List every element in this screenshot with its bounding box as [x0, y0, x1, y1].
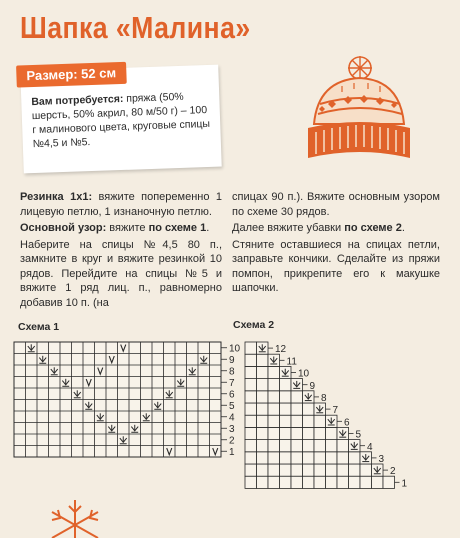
scheme2-row-number: 11 [286, 356, 297, 368]
scheme2-cell [337, 476, 349, 488]
scheme2-cell [291, 391, 303, 403]
scheme2-cell [303, 476, 315, 488]
scheme1-label: Схема 1 [18, 321, 60, 333]
scheme2-cell [314, 476, 326, 488]
scheme2-cell [257, 464, 269, 476]
scheme2-cell [314, 427, 326, 439]
scheme2-cell [280, 427, 292, 439]
scheme2-cell [291, 427, 303, 439]
scheme2-row-number: 1 [401, 478, 408, 490]
materials-body: пряжа (50% шерсть, 50% акрил, 80 м/50 г) – 100 г малинового цвета, круговые спицы №4,5 и №5. [31, 90, 211, 151]
materials-text [31, 89, 213, 151]
scheme2-cell [268, 452, 280, 464]
scheme2-cell [245, 464, 257, 476]
scheme2-cell [360, 476, 372, 488]
scheme2-cell [245, 342, 257, 354]
scheme1-row-number: 6 [229, 389, 235, 401]
scheme2-cell [268, 403, 280, 415]
page-title: Шапка «Малина» [20, 10, 251, 45]
scheme1-row-number: 4 [229, 412, 235, 424]
scheme2-cell [337, 464, 349, 476]
scheme2-label: Схема 2 [233, 319, 275, 331]
scheme1-row-number: 1 [229, 446, 235, 458]
scheme2-cell [383, 476, 395, 488]
scheme2-row-number: 4 [367, 441, 373, 453]
rib-title: Резинка 1х1: [20, 191, 93, 203]
snowflake-icon [40, 498, 110, 538]
decrease-text: Далее вяжите убавки [232, 222, 345, 234]
decrease-end: . [401, 222, 405, 234]
continue-instruction: спицах 90 п.). Вяжите основным узором по схеме 30 рядов. [232, 191, 440, 218]
scheme2-cell [314, 452, 326, 464]
rib-instruction [20, 190, 222, 219]
scheme2-cell [337, 440, 349, 452]
scheme2-cell [268, 464, 280, 476]
scheme2-cell [245, 354, 257, 366]
decrease-scheme-ref: по схеме 2 [344, 222, 402, 234]
scheme1-row-number: 5 [229, 400, 235, 412]
scheme2-cell [303, 427, 315, 439]
scheme2-row-number: 5 [355, 429, 362, 441]
scheme2-cell [280, 464, 292, 476]
scheme2-cell [372, 476, 384, 488]
scheme2-cell [245, 452, 257, 464]
scheme2-row-number: 7 [332, 405, 339, 417]
scheme2-cell [268, 379, 280, 391]
scheme2-cell [257, 452, 269, 464]
scheme2-row-number: 9 [309, 380, 316, 392]
scheme2-cell [303, 464, 315, 476]
scheme2-cell [303, 452, 315, 464]
main-pattern-end: . [206, 222, 210, 234]
scheme1-row-number: 2 [229, 435, 235, 447]
size-label: Размер: 52 см [16, 62, 126, 88]
scheme2-cell [257, 476, 269, 488]
scheme2-cell [280, 415, 292, 427]
scheme2-cell [337, 452, 349, 464]
scheme1-row-number: 9 [229, 354, 235, 366]
scheme2-cell [280, 379, 292, 391]
scheme2-cell [245, 379, 257, 391]
scheme1-row-number: 3 [229, 423, 235, 435]
scheme2-row-number: 12 [275, 344, 287, 356]
instructions-right-column [232, 190, 440, 298]
scheme1-row-number: 10 [229, 343, 241, 355]
scheme2-cell [303, 440, 315, 452]
main-pattern-scheme-ref: по схеме 1 [148, 222, 207, 234]
scheme2-cell [245, 415, 257, 427]
scheme2-cell [326, 464, 338, 476]
scheme2-cell [326, 452, 338, 464]
scheme2-cell [349, 464, 361, 476]
scheme2-cell [291, 476, 303, 488]
scheme2-cell [291, 440, 303, 452]
scheme2-cell [291, 452, 303, 464]
scheme2-cell [268, 440, 280, 452]
scheme2-cell [268, 476, 280, 488]
scheme2-cell [326, 440, 338, 452]
scheme2-cell [360, 464, 372, 476]
scheme2-cell [257, 354, 269, 366]
scheme2-cell [245, 427, 257, 439]
materials-card [20, 65, 221, 174]
scheme2-cell [291, 464, 303, 476]
scheme2-row-number: 8 [321, 393, 327, 404]
scheme2-cell [245, 440, 257, 452]
scheme2-cell [257, 391, 269, 403]
scheme2-cell [245, 476, 257, 488]
instructions-left-column [20, 190, 222, 312]
scheme2-cell [257, 403, 269, 415]
scheme2-cell [268, 415, 280, 427]
scheme2-cell [280, 476, 292, 488]
scheme2-cell [257, 415, 269, 427]
scheme2-cell [314, 464, 326, 476]
scheme2-cell [303, 415, 315, 427]
scheme2-cell [268, 391, 280, 403]
scheme2-cell [280, 403, 292, 415]
materials-heading: Вам потребуется: [31, 92, 124, 109]
finishing-instruction: Стяните оставшиеся на спицах петли, заправьте кончики. Сделайте из пряжи помпон, прикрепите его к макушке шапочки. [232, 238, 440, 294]
scheme2-cell [257, 379, 269, 391]
scheme2-row-number: 2 [390, 466, 396, 478]
scheme2-cell [280, 440, 292, 452]
scheme2-cell [326, 427, 338, 439]
scheme2-cell [245, 366, 257, 378]
scheme2-chart [245, 340, 445, 500]
scheme2-cell [291, 403, 303, 415]
scheme2-cell [245, 403, 257, 415]
scheme1-chart [14, 340, 242, 470]
decrease-instruction [232, 221, 440, 236]
scheme2-row-number: 10 [298, 368, 310, 380]
scheme2-cell [326, 476, 338, 488]
rib-text: вяжите попеременно 1 лицевую петлю, 1 изнаночную петлю. [20, 191, 222, 218]
scheme2-cell [280, 391, 292, 403]
scheme2-cell [303, 403, 315, 415]
scheme1-row-number: 8 [229, 366, 235, 378]
main-pattern-title: Основной узор: [20, 222, 107, 234]
scheme2-row-number: 6 [344, 417, 350, 429]
scheme2-cell [257, 366, 269, 378]
scheme2-cell [268, 366, 280, 378]
scheme2-cell [245, 391, 257, 403]
scheme2-cell [314, 415, 326, 427]
main-pattern-text: вяжите [106, 222, 149, 234]
scheme2-cell [280, 452, 292, 464]
scheme2-row-number: 3 [378, 454, 385, 465]
scheme2-cell [314, 440, 326, 452]
hat-illustration-icon [292, 52, 412, 184]
scheme1-row-number: 7 [229, 377, 235, 389]
cast-on-instruction: Наберите на спицы №4,5 80 п., замкните в круг и вяжите резинкой 10 рядов. Перейдите на спицы №5 и вяжите 1 ряд лиц. п., равномерно добавив 10 п. (на [20, 238, 222, 309]
scheme2-cell [349, 452, 361, 464]
scheme2-cell [349, 476, 361, 488]
scheme2-cell [257, 427, 269, 439]
scheme2-cell [291, 415, 303, 427]
scheme2-cell [257, 440, 269, 452]
scheme2-cell [268, 427, 280, 439]
main-pattern-instruction [20, 221, 222, 236]
